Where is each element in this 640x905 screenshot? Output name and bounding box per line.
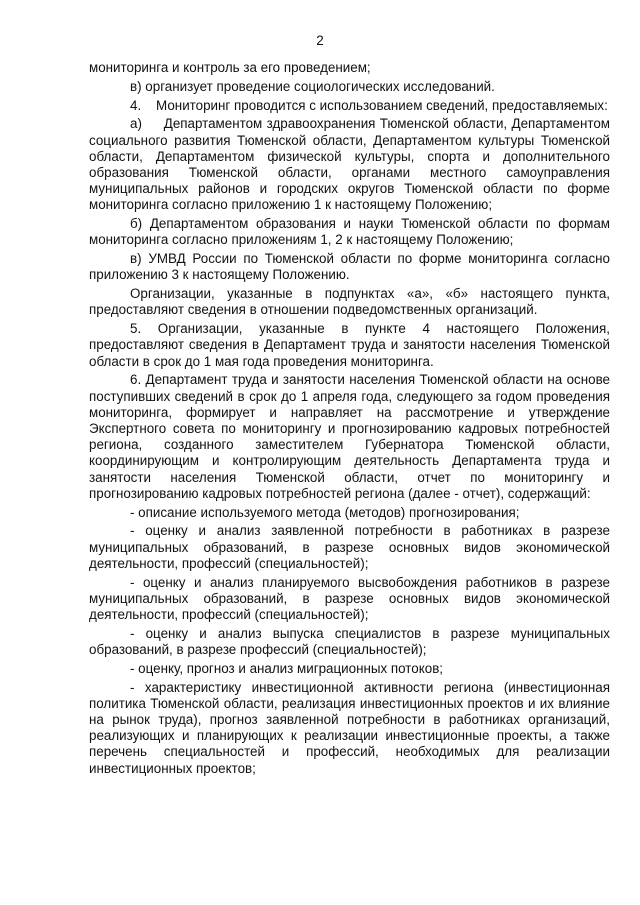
list-item-release-analysis: - оценку и анализ планируемого высвобождения работников в разрезе муниципальных образований, в разрезе основных видов экономической деятельности, профессий (специальностей); (89, 574, 610, 623)
list-item-method-description: - описание используемого метода (методов) прогнозирования; (130, 504, 520, 520)
paragraph-item-v-umvd: в) УМВД России по Тюменской области по форме мониторинга согласно приложению 3 к настоящему Положению. (89, 251, 610, 283)
paragraph-clause-5: 5. Организации, указанные в пункте 4 настоящего Положения, предоставляют сведения в Департамент труда и занятости населения Тюменской области в срок до 1 мая года проведения мониторинга. (89, 321, 610, 369)
paragraph-item-a: а) Департаментом здравоохранения Тюменской области, Департаментом социального развития Тюменской области, Департаментом культуры Тюменской области, Департаментом физической культуры, спорта и дополнительного образования Тюменской области, органами местного самоуправления муниципальных районов и городских округов Тюменской области по форме мониторинга согласно приложению 1 к настоящему Положению; (89, 116, 610, 213)
paragraph-clause-4: 4. Мониторинг проводится с использованием сведений, предоставляемых: (130, 97, 608, 113)
document-body (89, 60, 610, 779)
paragraph-organizations-note: Организации, указанные в подпунктах «а», «б» настоящего пункта, предоставляют сведения в отношении подведомственных организаций. (89, 286, 610, 318)
paragraph-clause-6: 6. Департамент труда и занятости населения Тюменской области на основе поступивших сведений в срок до 1 апреля года, следующего за годом проведения мониторинга, формирует и направляет на рассмотрение и утверждение Экспертного совета по мониторингу и прогнозированию кадровых потребностей региона, созданного заместителем Губернатора Тюменской области, координирующим и контролирующим деятельность Департамента труда и занятости населения Тюменской области, отчет по мониторингу и прогнозированию кадровых потребностей региона (далее - отчет), содержащий: (89, 372, 610, 501)
paragraph-continuation: мониторинга и контроль за его проведением; (89, 60, 371, 75)
list-item-graduates-analysis: - оценку и анализ выпуска специалистов в разрезе муниципальных образований, в разрезе профессий (специальностей); (89, 625, 610, 658)
list-item-demand-analysis: - оценку и анализ заявленной потребности в работниках в разрезе муниципальных образований, в разрезе основных видов экономической деятельности, профессий (специальностей); (89, 523, 610, 571)
paragraph-item-b: б) Департаментом образования и науки Тюменской области по формам мониторинга согласно приложениям 1, 2 к настоящему Положению; (89, 216, 610, 248)
list-item-migration-analysis: - оценку, прогноз и анализ миграционных потоков; (130, 660, 444, 676)
list-item-investment-activity: - характеристику инвестиционной активности региона (инвестиционная политика Тюменской области, реализация инвестиционных проектов и их влияние на рынок труда), прогноз заявленной потребности в работниках организаций, реализующих и планирующих к реализации инвестиционные проекты, а также перечень специальностей и профессий, необходимых для реализации инвестиционных проектов; (89, 679, 610, 776)
page-number: 2 (316, 33, 324, 48)
paragraph-item-v-sociological-research: в) организует проведение социологических исследований. (130, 78, 495, 94)
